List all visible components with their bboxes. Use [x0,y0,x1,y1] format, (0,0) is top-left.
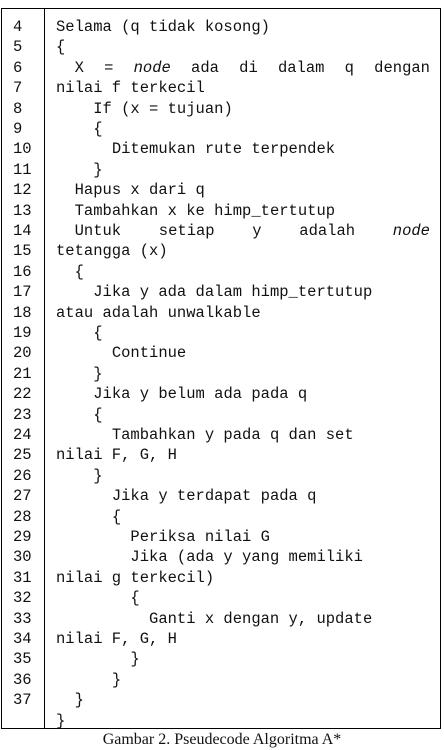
code-line [2,649,440,669]
code-text: } [130,650,140,669]
code-text: nilai g terkecil) [56,568,215,587]
code-line [2,609,440,629]
code-line [2,139,440,159]
code-text: nilai F, G, H [56,446,177,465]
code-text: Jika (ada y yang memiliki [130,548,363,567]
line-number: 13 [13,201,32,220]
pseudocode-box [1,8,441,729]
code-line [2,405,440,425]
line-number: 17 [13,283,32,302]
code-line [2,17,440,37]
code-text: Hapus x dari q [74,181,205,200]
code-text: Jika y belum ada pada q [93,385,308,404]
code-line [2,588,440,608]
line-number: 6 [13,58,23,77]
line-number: 24 [13,426,32,444]
code-line [2,547,440,567]
line-number: 26 [13,466,32,485]
code-line [2,201,440,221]
code-text: } [74,691,84,710]
code-line [2,466,440,486]
code-text: Tambahkan y pada q dan set [111,426,354,444]
code-text: { [93,324,103,342]
code-line [2,568,440,588]
code-text: Ganti x dengan y, update [149,609,373,628]
code-text: } [93,466,103,485]
figure-caption: Gambar 2. Pseudecode Algoritma A* [102,731,342,748]
line-number: 16 [13,262,32,281]
code-line [2,629,440,649]
line-number: 36 [13,670,32,689]
code-text: X = node ada di dalam q dengan [74,58,430,77]
code-line [2,58,440,78]
line-number: 14 [13,222,32,240]
code-line [2,78,440,98]
line-number: 20 [13,344,32,363]
code-line [2,160,440,180]
code-text: nilai F, G, H [56,630,177,648]
line-number: 25 [13,446,32,465]
line-number: 33 [13,609,32,628]
code-text: If (x = tujuan) [93,99,233,118]
line-number: 29 [13,528,32,546]
line-number: 31 [13,568,32,587]
code-text: Jika y ada dalam himp_tertutup [93,283,373,302]
code-text: nilai f terkecil [56,79,205,98]
code-text: tetangga (x) [56,242,168,261]
line-number: 21 [13,364,32,383]
code-line [2,527,440,547]
code-line [2,180,440,200]
code-line [2,670,440,690]
code-text: atau adalah unwalkable [56,303,261,322]
line-number: 23 [13,405,32,424]
code-text: } [93,160,103,179]
code-text: { [111,507,122,526]
code-line [2,486,440,506]
line-number: 22 [13,385,32,404]
line-number: 12 [13,181,32,200]
line-number: 28 [13,507,32,526]
code-line [2,323,440,343]
code-line [2,99,440,119]
code-line [2,282,440,302]
line-number: 19 [13,324,32,342]
line-number: 5 [13,38,23,57]
code-line [2,119,440,139]
code-line [2,262,440,282]
code-text: { [93,405,103,424]
code-text: Continue [111,344,187,363]
line-number: 18 [13,303,32,322]
code-text: Ditemukan rute terpendek [111,140,336,159]
code-line [2,343,440,363]
line-number: 15 [13,242,32,261]
code-text: { [93,120,103,138]
line-number: 11 [13,160,32,179]
code-text: Periksa nilai G [130,528,270,546]
line-number: 30 [13,548,32,567]
line-number: 10 [13,140,32,159]
code-text: { [56,38,66,57]
code-line [2,241,440,261]
code-line [2,221,440,241]
code-text: { [74,262,84,281]
code-text: Jika y terdapat pada q [111,487,317,506]
code-text: } [56,711,66,730]
code-line [2,364,440,384]
code-text: Tambahkan x ke himp_tertutup [74,201,336,220]
code-line [2,507,440,527]
line-number: 9 [13,120,23,138]
code-text: Untuk setiap y adalah node [74,222,430,240]
line-number: 27 [13,487,32,506]
line-number: 4 [13,18,23,36]
code-text: { [130,589,140,608]
line-number: 8 [13,99,23,118]
code-text: Selama (q tidak kosong) [56,18,270,36]
line-number: 7 [13,79,23,98]
code-line [2,425,440,445]
code-line [2,303,440,323]
code-line [2,445,440,465]
line-number: 37 [13,691,32,710]
code-text: } [93,364,103,383]
code-line [2,690,440,710]
code-line [2,37,440,57]
code-line [2,711,440,731]
line-number: 32 [13,589,32,608]
code-text: } [111,670,122,689]
line-number: 35 [13,650,32,669]
line-number: 34 [13,630,32,648]
code-line [2,384,440,404]
